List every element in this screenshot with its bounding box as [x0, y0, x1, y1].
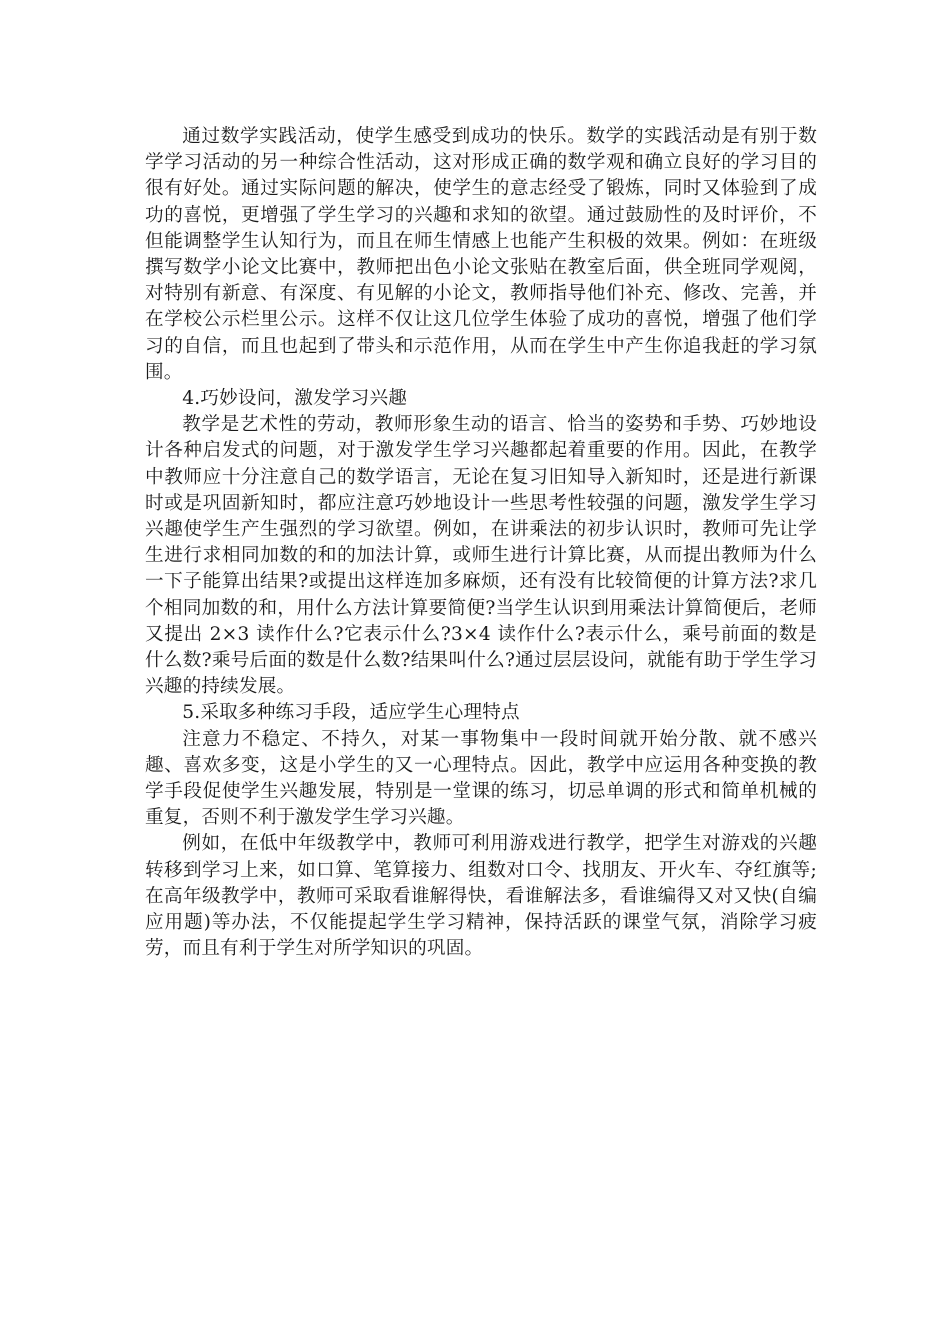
document-page	[145, 124, 817, 963]
heading-varied-practice: 5.采取多种练习手段，适应学生心理特点	[182, 702, 520, 724]
paragraph-questioning: 教学是艺术性的劳动，教师形象生动的语言、恰当的姿势和手势、巧妙地设计各种启发式的问题，对于激发学生学习兴趣都起着重要的作用。因此，在教学中教师应十分注意自己的数学语言，无论在复习旧知导入新知时，还是进行新课时或是巩固新知时，都应注意巧妙地设计一些思考性较强的问题，激发学生学习兴趣使学生产生强烈的学习欲望。例如，在讲乘法的初步认识时，教师可先让学生进行求相同加数的和的加法计算，或师生进行计算比赛，从而提出教师为什么一下子能算出结果?或提出这样连加多麻烦，还有没有比较简便的计算方法?求几个相同加数的和，用什么方法计算要简便?当学生认识到用乘法计算简便后，老师又提出 2×3 读作什么?它表示什么?3×4 读作什么?表示什么，乘号前面的数是什么数?乘号后面的数是什么数?结果叫什么?通过层层设问，就能有助于学生学习兴趣的持续发展。	[145, 414, 817, 698]
paragraph-attention: 注意力不稳定、不持久，对某一事物集中一段时间就开始分散、就不感兴趣、喜欢多变，这是小学生的又一心理特点。因此，教学中应运用各种变换的教学手段促使学生兴趣发展，特别是一堂课的练习，切忌单调的形式和简单机械的重复，否则不利于激发学生学习兴趣。	[145, 728, 817, 829]
heading-clever-questioning: 4.巧妙设问，激发学习兴趣	[182, 388, 408, 410]
paragraph-games-example: 例如，在低中年级教学中，教师可利用游戏进行教学，把学生对游戏的兴趣转移到学习上来，如口算、笔算接力、组数对口令、找朋友、开火车、夺红旗等;在高年级教学中，教师可采取看谁解得快，看谁解法多，看谁编得又对又快(自编应用题)等办法，不仅能提起学生学习精神，保持活跃的课堂气氛，消除学习疲劳，而且有利于学生对所学知识的巩固。	[145, 833, 817, 960]
paragraph-success-practice: 通过数学实践活动，使学生感受到成功的快乐。数学的实践活动是有别于数学学习活动的另一种综合性活动，这对形成正确的数学观和确立良好的学习目的很有好处。通过实际问题的解决，使学生的意志经受了锻炼，同时又体验到了成功的喜悦，更增强了学生学习的兴趣和求知的欲望。通过鼓励性的及时评价，不但能调整学生认知行为，而且在师生情感上也能产生积极的效果。例如：在班级撰写数学小论文比赛中，教师把出色小论文张贴在教室后面，供全班同学观阅，对特别有新意、有深度、有见解的小论文，教师指导他们补充、修改、完善，并在学校公示栏里公示。这样不仅让这几位学生体验了成功的喜悦，增强了他们学习的自信，而且也起到了带头和示范作用，从而在学生中产生你追我赶的学习氛围。	[145, 126, 817, 383]
